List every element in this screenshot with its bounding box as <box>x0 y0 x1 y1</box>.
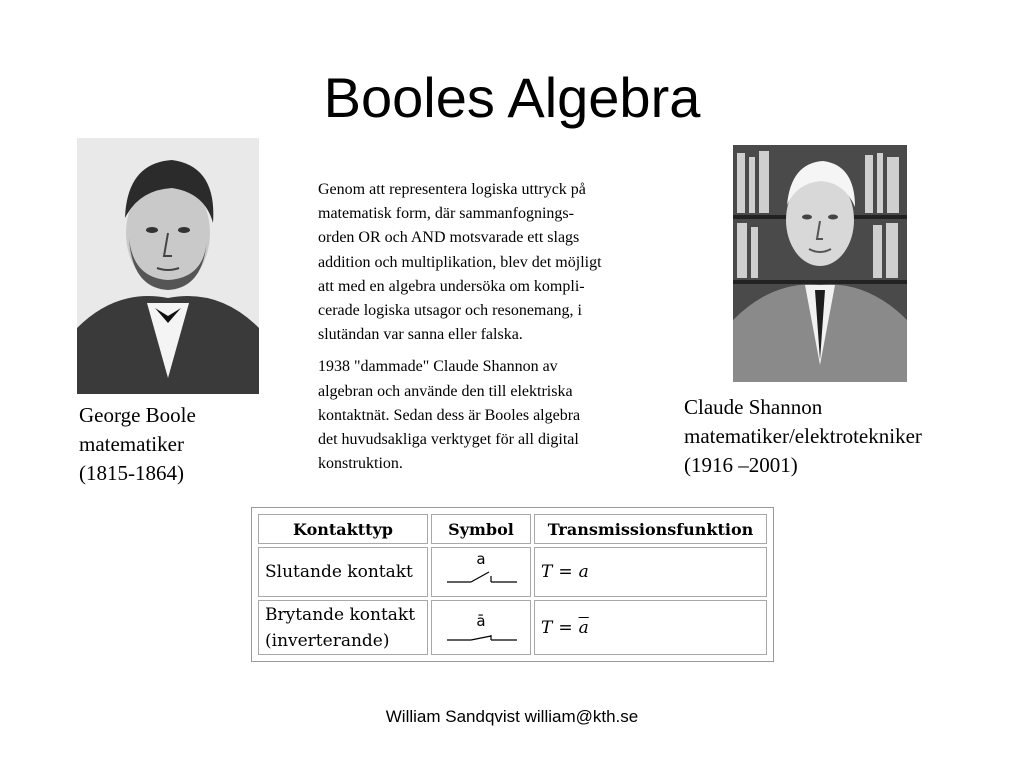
boole-name: George Boole <box>79 403 196 427</box>
symbol-opening-contact <box>431 600 531 655</box>
table-header-row <box>258 514 767 544</box>
claude-shannon-portrait <box>733 145 907 382</box>
george-boole-portrait <box>77 138 259 394</box>
transmission-function-opening: $T = \overline{a}$ <box>534 600 767 655</box>
contact-type-closing: Slutande kontakt <box>258 547 428 597</box>
header-contact-type: Kontakttyp <box>258 514 428 544</box>
symbol-label-a-bar: ā <box>476 611 486 630</box>
footer-author: William Sandqvist william@kth.se <box>385 707 639 726</box>
boole-role: matematiker <box>79 432 184 456</box>
shannon-years: (1916 –2001) <box>684 453 798 477</box>
transmission-function-closing: T = a <box>534 547 767 597</box>
boole-years: (1815-1864) <box>79 461 184 485</box>
contact-table <box>251 507 774 662</box>
paragraph-shannon: 1938 "dammade" Claude Shannon av algebran och använde den till elektriska kontaktnät. Sedan dess är Booles algebra det huvudsakliga verktyget för all digital konstruktion. <box>318 358 581 473</box>
paragraph-boolean-algebra: Genom att representera logiska uttryck på matematisk form, där sammanfognings- orden OR och AND motsvarade ett slags addition och multiplikation, blev det möjligt att med en algebra undersöka om kompli- cerade logiska utsagor och resonemang, i slutändan var sanna eller falska. <box>318 181 602 344</box>
table-row <box>258 600 767 655</box>
boole-caption <box>79 401 196 488</box>
contact-type-opening: Brytande kontakt (inverterande) <box>258 600 428 655</box>
header-transmission-function: Transmissionsfunktion <box>534 514 767 544</box>
body-text <box>318 178 678 484</box>
shannon-caption <box>684 393 922 480</box>
header-symbol: Symbol <box>431 514 531 544</box>
shannon-role: matematiker/elektrotekniker <box>684 424 922 448</box>
page-title: Booles Algebra <box>323 66 701 129</box>
symbol-label-a: a <box>476 550 486 569</box>
symbol-closing-contact <box>431 547 531 597</box>
shannon-name: Claude Shannon <box>684 395 823 419</box>
table-row <box>258 547 767 597</box>
